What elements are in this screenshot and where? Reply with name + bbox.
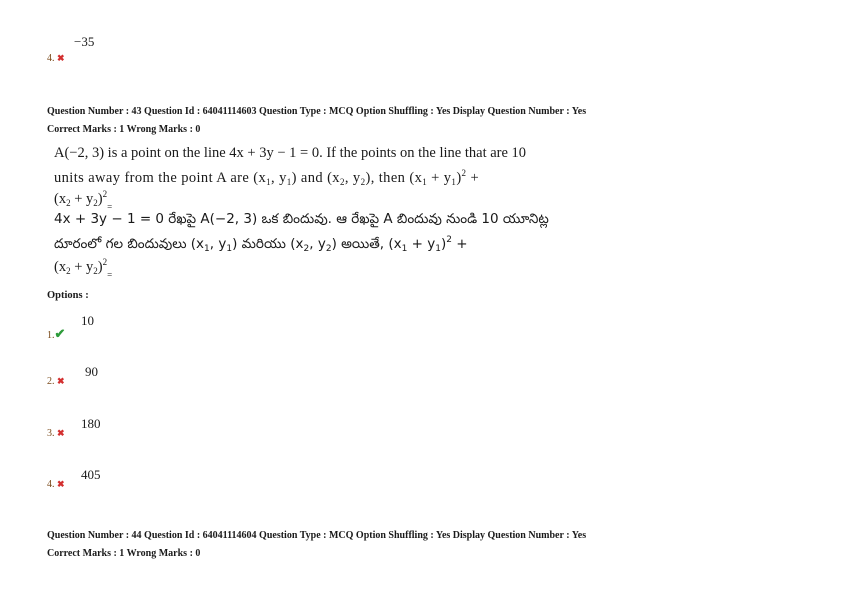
option-2-number [47,376,65,387]
option-1-value: 10 [81,313,94,328]
question-43-english-line1: A(−2, 3) is a point on the line 4x + 3y − 1 = 0. If the points on the line that are 10 [54,145,527,161]
question-43-meta-line1: Question Number : 43 Question Id : 64041114603 Question Type : MCQ Option Shuffling : Yes Display Question Number : Yes [47,106,587,117]
prev-option-number [47,53,65,64]
option-3-number [47,428,65,439]
cross-mark-icon: ✖ [57,479,65,489]
cross-mark-icon: ✖ [57,428,65,438]
check-mark-icon: ✔ [54,326,66,341]
cross-mark-icon: ✖ [57,376,65,386]
question-43-english-line2: units away from the point A are ($x_1$, $y_1$) and ($x_2$, $y_2$), then $(x_1 + y_1)^2$ + [54,168,480,187]
option-4-value: 405 [81,467,101,482]
question-43-english-line3: $(x_2 + y_2)^2_=$ [54,189,113,212]
option-number: 2. [47,376,55,387]
option-number: 4. [47,479,55,490]
option-number: 3. [47,428,55,439]
question-43-meta-line2: Correct Marks : 1 Wrong Marks : 0 [47,124,201,135]
prev-option-value: −35 [74,34,95,49]
question-43-telugu-line1: 4x + 3y − 1 = 0 రేఖపై A(−2, 3) ఒక బిందువు. ఆ రేఖపై A బిందువు నుండి 10 యూనిట్ల [54,211,549,227]
question-44-meta-line1: Question Number : 44 Question Id : 64041114604 Question Type : MCQ Option Shuffling : Yes Display Question Number : Yes [47,530,587,541]
question-44-meta-line2: Correct Marks : 1 Wrong Marks : 0 [47,548,201,559]
options-label: Options : [47,290,89,301]
question-43-telugu-line3: $(x_2 + y_2)^2_=$ [54,257,113,280]
option-2-value: 90 [85,364,98,379]
option-1-number [47,326,65,342]
option-3-value: 180 [81,416,101,431]
cross-mark-icon: ✖ [57,53,65,63]
option-number: 1. [47,330,55,341]
option-4-number [47,479,65,490]
question-43-telugu-line2: దూరంలో గల బిందువులు ($x_1$, $y_1$) మరియు ($x_2$, $y_2$) అయితే, $(x_1 + y_1)^2$ + [54,235,468,254]
option-number: 4. [47,53,55,64]
